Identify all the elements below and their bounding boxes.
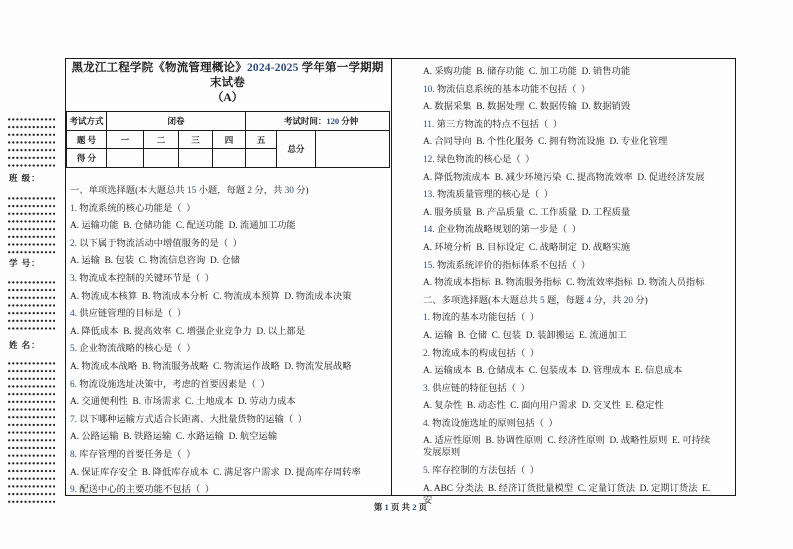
question-text: 7. 以下哪种运输方式适合长距离、大批量货物的运输（ ） [70, 414, 308, 425]
left-column [66, 59, 392, 495]
page-footer: 第 1 页 共 2 页 [373, 502, 428, 512]
option-line: A. 物流成本战略 B. 物流服务战略 C. 物流运作战略 D. 物流发展战略 [70, 361, 352, 372]
question-text: 5. 企业物流战略的核心是（ ） [70, 344, 196, 355]
student-id-label: 学 号： [9, 258, 41, 268]
option-line: A. 公路运输 B. 铁路运输 C. 水路运输 D. 航空运输 [70, 432, 278, 443]
question-text: 8. 库存管理的首要任务是（ ） [70, 449, 196, 460]
total-score-entry-cell [316, 131, 390, 168]
question-no-cell: 一 [107, 131, 144, 149]
option-line: A. 降低成本 B. 提高效率 C. 增强企业竞争力 D. 以上都是 [70, 326, 306, 337]
question-text: 3. 物流成本控制的关键环节是（ ） [70, 273, 215, 284]
option-line: A. 运输成本 B. 仓储成本 C. 包装成本 D. 管理成本 E. 信息成本 [423, 366, 683, 377]
exam-method-label-cell: 考试方式 [67, 112, 107, 131]
exam-title: 黑龙江工程学院《物流管理概论》2024-2025 学年第一学期期末试卷 [71, 62, 384, 89]
question-text: 13. 物流质量管理的核心是（ ） [423, 190, 554, 201]
question-no-cell: 二 [144, 131, 179, 149]
right-column [392, 59, 735, 506]
score-entry-cell [246, 149, 277, 168]
question-text: 10. 物流信息系统的基本功能不包括（ ） [423, 84, 591, 95]
option-line: A. 数据采集 B. 数据处理 C. 数据传输 D. 数据销毁 [423, 102, 631, 113]
question-text: 3. 供应链的特征包括（ ） [423, 383, 530, 394]
option-line: A. 物流成本指标 B. 物流服务指标 C. 物流效率指标 D. 物流人员指标 [423, 278, 705, 289]
score-table [66, 111, 390, 168]
seal-line-dots [8, 118, 55, 171]
question-text: 15. 物流系统评价的指标体系不包括（ ） [423, 260, 591, 271]
student-name-label: 姓 名： [9, 340, 41, 350]
question-text: 1. 物流的基本功能包括（ ） [423, 313, 540, 324]
option-line: A. 物流成本核算 B. 物流成本分析 C. 物流成本预算 D. 物流成本决策 [70, 291, 352, 302]
question-text: 11. 第三方物流的特点不包括（ ） [423, 119, 563, 130]
score-entry-cell [144, 149, 179, 168]
score-entry-cell [107, 149, 144, 168]
section-header: 二、多项选择题(本大题总共 5 题，每题 4 分，共 20 分) [423, 295, 648, 306]
question-text: 4. 供应链管理的目标是（ ） [70, 309, 187, 320]
option-line: A. 合同导向 B. 个性化服务 C. 拥有物流设施 D. 专业化管理 [423, 137, 668, 148]
question-text: 2. 物流成本的构成包括（ ） [423, 348, 540, 359]
exam-time-cell: 考试时间：120 分钟 [246, 112, 390, 131]
option-line: A. 复杂性 B. 动态性 C. 面向用户需求 D. 交叉性 E. 稳定性 [423, 401, 664, 412]
exam-method-value-cell: 闭卷 [107, 112, 246, 131]
option-line: A. 适应性原则 B. 协调性原则 C. 经济性原则 D. 战略性原则 E. 可持续发展原则 [423, 436, 711, 459]
question-text: 12. 绿色物流的核心是（ ） [423, 154, 535, 165]
question-no-cell: 五 [246, 131, 277, 149]
option-line: A. 服务质量 B. 产品质量 C. 工作质量 D. 工程质量 [423, 207, 631, 218]
section-header: 一、单项选择题(本大题总共 15 小题，每题 2 分，共 30 分) [70, 186, 309, 196]
option-line: A. 运输 B. 包装 C. 物流信息咨询 D. 仓储 [70, 256, 240, 267]
option-line: A. 保证库存安全 B. 降低库存成本 C. 满足客户需求 D. 提高库存周转率 [70, 467, 361, 478]
total-score-label-cell: 总分 [277, 131, 316, 168]
content-frame [65, 58, 736, 506]
seal-line-dots [8, 281, 55, 335]
score-entry-cell [213, 149, 246, 168]
question-text: 9. 配送中心的主要功能不包括（ ） [70, 485, 215, 496]
option-line: A. 运输 B. 仓储 C. 包装 D. 装卸搬运 E. 流通加工 [423, 330, 627, 341]
question-no-label-cell: 题 号 [67, 131, 107, 149]
option-line: A. 降低物流成本 B. 减少环境污染 C. 提高物流效率 D. 促进经济发展 [423, 172, 705, 183]
question-text: 1. 物流系统的核心功能是（ ） [70, 203, 196, 214]
question-no-cell: 四 [213, 131, 246, 149]
question-text: 14. 企业物流战略规划的第一步是（ ） [423, 225, 582, 236]
option-line: A. 交通便利性 B. 市场需求 C. 土地成本 D. 劳动力成本 [70, 397, 296, 408]
option-line: A. 采购功能 B. 储存功能 C. 加工功能 D. 销售功能 [423, 67, 631, 77]
seal-line-dots [8, 197, 55, 255]
class-label: 班 级： [9, 173, 41, 183]
question-text: 5. 库存控制的方法包括（ ） [423, 466, 540, 477]
question-text: 6. 物流设施选址决策中，考虑的首要因素是（ ） [70, 379, 270, 390]
question-text: 4. 物流设施选址的原则包括（ ） [423, 418, 558, 429]
option-line: A. 环境分析 B. 目标设定 C. 战略制定 D. 战略实施 [423, 242, 631, 253]
option-line: A. 运输功能 B. 仓储功能 C. 配送功能 D. 流通加工功能 [70, 221, 296, 232]
exam-paper-variant: （A） [211, 92, 244, 104]
option-line: A. ABC 分类法 B. 经济订货批量模型 C. 定量订货法 D. 定期订货法 E. 安 [423, 483, 713, 506]
score-entry-cell [179, 149, 213, 168]
question-text: 2. 以下属于物流活动中增值服务的是（ ） [70, 238, 243, 249]
question-no-cell: 三 [179, 131, 213, 149]
seal-line-dots [8, 362, 55, 507]
score-label-cell: 得 分 [67, 149, 107, 168]
